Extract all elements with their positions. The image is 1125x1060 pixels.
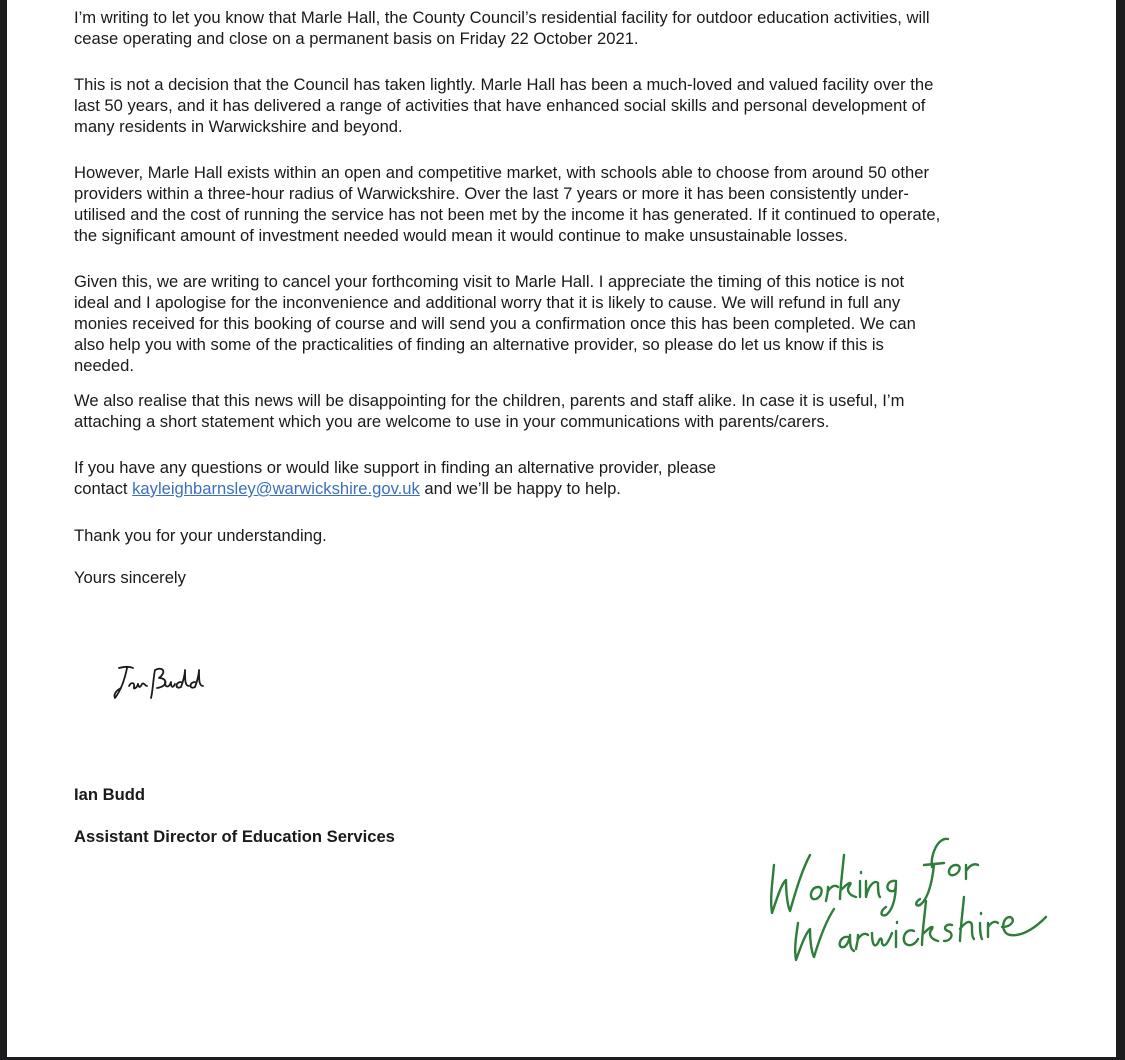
signatory-name (74, 784, 1054, 805)
paragraph-contact (74, 457, 1054, 499)
text-line: utilised and the cost of running the service has not been met by the income it has generated. If it continued to operate, (74, 205, 941, 224)
text-line: This is not a decision that the Council has taken lightly. Marle Hall has been a much-loved and valued facility over the (74, 75, 934, 94)
signatory-title-text: Assistant Director of Education Services (74, 827, 395, 846)
working-for-warwickshire-logo (762, 825, 1052, 970)
thanks-text: Thank you for your understanding. (74, 526, 327, 545)
text-line: needed. (74, 356, 134, 375)
contact-prefix: contact (74, 479, 133, 498)
text-line: ideal and I apologise for the inconvenience and additional worry that it is likely to cause. We will refund in full any (74, 293, 901, 312)
text-line: monies received for this booking of course and will send you a confirmation once this has been completed. We can (74, 314, 916, 333)
text-line: If you have any questions or would like support in finding an alternative provider, please (74, 458, 717, 477)
paragraph-decision (74, 74, 1054, 137)
text-line: Given this, we are writing to cancel your forthcoming visit to Marle Hall. I appreciate the timing of this notice is not (74, 272, 905, 291)
text-line: attaching a short statement which you are welcome to use in your communications with parents/carers. (74, 412, 830, 431)
text-line: cease operating and close on a permanent basis on Friday 22 October 2021. (74, 29, 639, 48)
thanks-line (74, 525, 1054, 546)
text-line: However, Marle Hall exists within an open and competitive market, with schools able to choose from around 50 other (74, 163, 930, 182)
text-line: providers within a three-hour radius of Warwickshire. Over the last 7 years or more it has been consistently under- (74, 184, 909, 203)
letter-page (7, 0, 1116, 1057)
paragraph-closure-notice (74, 7, 1054, 49)
email-link[interactable]: kayleighbarnsley@warwickshire.gov.uk (132, 479, 420, 498)
text-line: I’m writing to let you know that Marle Hall, the County Council’s residential facility for outdoor education activities, will (74, 8, 930, 27)
paragraph-market (74, 162, 1054, 246)
closing-line (74, 567, 1054, 588)
text-line: last 50 years, and it has delivered a range of activities that have enhanced social skills and personal development of (74, 96, 926, 115)
text-line: also help you with some of the practicalities of finding an alternative provider, so please do let us know if this is (74, 335, 884, 354)
contact-suffix: and we’ll be happy to help. (419, 479, 621, 498)
text-line: We also realise that this news will be disappointing for the children, parents and staff alike. In case it is useful, I’m (74, 391, 905, 410)
text-line: the significant amount of investment needed would mean it would continue to make unsustainable losses. (74, 226, 848, 245)
text-line: many residents in Warwickshire and beyond. (74, 117, 403, 136)
signature-image (107, 660, 227, 710)
closing-text: Yours sincerely (74, 568, 186, 587)
text-line (74, 478, 1054, 499)
paragraph-cancellation (74, 271, 1054, 376)
paragraph-statement (74, 390, 1054, 432)
signatory-name-text: Ian Budd (74, 785, 145, 804)
